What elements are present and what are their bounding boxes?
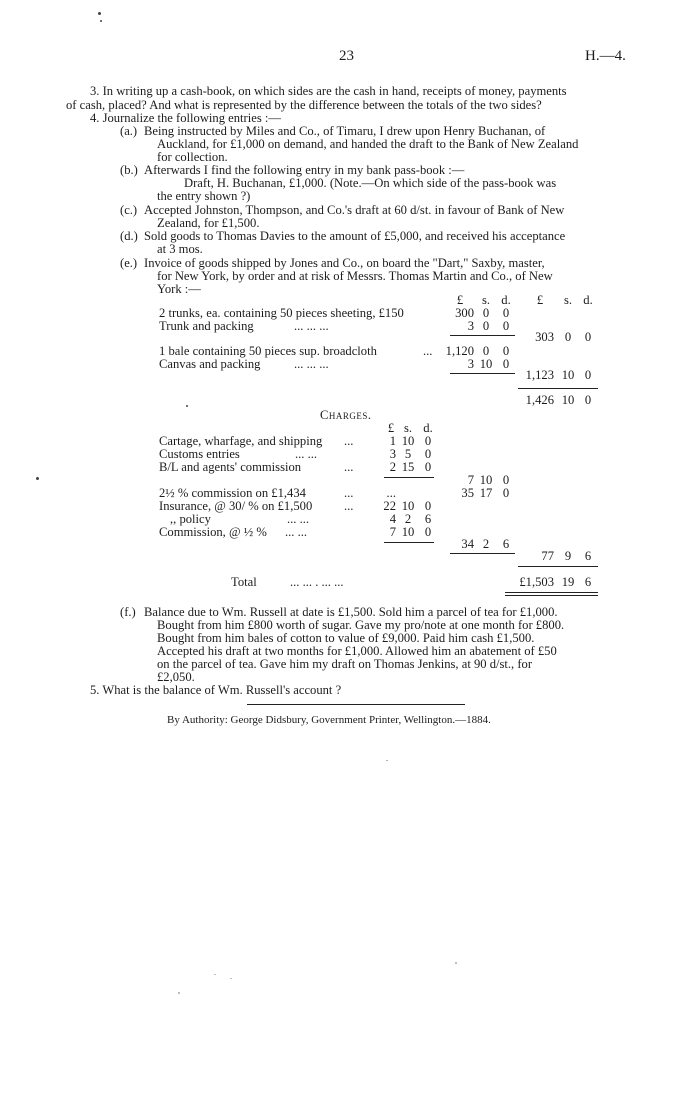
- qf-line2: Bought from him £800 worth of sugar. Gave my pro/note at one month for £800.: [157, 618, 565, 632]
- qf-line4: Accepted his draft at two months for £1,000. Allowed him an abatement of £50: [157, 644, 557, 658]
- leader-dots: ...: [423, 344, 433, 358]
- charge-pounds: 2: [389, 460, 396, 474]
- invoice-row-shillings: 10: [479, 357, 493, 371]
- goods-total-pounds: 1,426: [525, 393, 554, 407]
- invoice-row-pounds: 3: [467, 319, 474, 333]
- subtotal-pence: 0: [584, 330, 592, 344]
- invoice-row-pounds: 3: [467, 357, 474, 371]
- print-speck: [386, 760, 388, 761]
- qf-line6: £2,050.: [157, 670, 195, 684]
- q4e-line3: York :—: [157, 282, 201, 296]
- col2-pence-head: d.: [583, 293, 593, 307]
- print-speck: [230, 978, 232, 979]
- q4b-line3: the entry shown ?): [157, 189, 251, 203]
- charge-pounds: ...: [386, 486, 396, 500]
- q4b-line1: Afterwards I find the following entry in my bank pass-book :—: [144, 163, 465, 177]
- charges-total-pounds: 77: [541, 549, 554, 563]
- col1-pound-head: £: [456, 293, 464, 307]
- footer-rule: [247, 704, 465, 705]
- invoice-row-shillings: 0: [482, 319, 490, 333]
- print-speck: [36, 477, 39, 480]
- charges-sub-pounds: 35: [461, 486, 474, 500]
- print-speck: [186, 405, 188, 407]
- charge-label: ,, policy: [170, 512, 211, 526]
- charges-total-pence: 6: [584, 549, 592, 563]
- sum-rule: [518, 566, 598, 567]
- q4e-label: (e.): [120, 256, 138, 270]
- invoice-row-pence: 0: [502, 306, 510, 320]
- sum-rule: [450, 373, 515, 374]
- total-label: Total: [231, 575, 257, 589]
- charge-label: 2½ % commission on £1,434: [159, 486, 306, 500]
- double-rule: [505, 592, 598, 593]
- charge-pounds: 7: [389, 525, 396, 539]
- q4d-line2: at 3 mos.: [157, 242, 203, 256]
- q4a-line3: for collection.: [157, 150, 228, 164]
- q4b-line2: Draft, H. Buchanan, £1,000. (Note.—On which side of the pass-book was: [184, 176, 557, 190]
- q3-line1: 3. In writing up a cash-book, on which sides are the cash in hand, receipts of money, payments: [90, 84, 567, 98]
- print-speck: [178, 992, 180, 994]
- sum-rule: [518, 388, 598, 389]
- q4c-line1: Accepted Johnston, Thompson, and Co.'s draft at 60 d/st. in favour of Bank of New: [144, 203, 565, 217]
- leader-dots: ... ...: [287, 512, 310, 526]
- leader-dots: ...: [344, 434, 354, 448]
- col1-pence-head: d.: [501, 293, 511, 307]
- col1-shilling-head: s.: [481, 293, 491, 307]
- q4d-line1: Sold goods to Thomas Davies to the amount of £5,000, and received his acceptance: [144, 229, 566, 243]
- qf-line1: Balance due to Wm. Russell at date is £1,500. Sold him a parcel of tea for £1,000.: [144, 605, 558, 619]
- leader-dots: ... ... . ... ...: [290, 575, 344, 589]
- charges-sub-shillings: 2: [482, 537, 490, 551]
- charges-sub-shillings: 10: [479, 473, 493, 487]
- sum-rule: [450, 335, 515, 336]
- charges-sub-pence: 0: [502, 473, 510, 487]
- charge-shillings: 10: [401, 525, 415, 539]
- leader-dots: ... ...: [285, 525, 308, 539]
- subtotal-pence: 0: [584, 368, 592, 382]
- charge-label: B/L and agents' commission: [159, 460, 302, 474]
- q5: 5. What is the balance of Wm. Russell's account ?: [90, 683, 342, 697]
- sum-rule: [450, 553, 515, 554]
- grand-total-shillings: 19: [561, 575, 575, 589]
- charge-pounds: 4: [389, 512, 396, 526]
- invoice-row-pence: 0: [502, 357, 510, 371]
- grand-total-pence: 6: [584, 575, 592, 589]
- charge-label: Insurance, @ 30/ % on £1,500: [159, 499, 313, 513]
- invoice-row-shillings: 0: [482, 344, 490, 358]
- q4d-label: (d.): [120, 229, 138, 243]
- leader-dots: ... ...: [295, 447, 318, 461]
- charges-sub-pence: 6: [502, 537, 510, 551]
- invoice-row-shillings: 0: [482, 306, 490, 320]
- charge-shillings: 5: [404, 447, 412, 461]
- q4e-line2: for New York, by order and at risk of Messrs. Thomas Martin and Co., of New: [157, 269, 553, 283]
- invoice-row-pounds: 300: [455, 306, 474, 320]
- q4b-label: (b.): [120, 163, 138, 177]
- col2-shilling-head: s.: [563, 293, 573, 307]
- print-speck: [98, 12, 101, 15]
- charge-label: Commission, @ ½ %: [159, 525, 267, 539]
- charges-sub-pounds: 7: [467, 473, 474, 487]
- qf-label: (f.): [120, 605, 136, 619]
- invoice-row-pence: 0: [502, 344, 510, 358]
- leader-dots: ...: [344, 486, 354, 500]
- charge-pence: 6: [424, 512, 432, 526]
- charge-pence: 0: [424, 460, 432, 474]
- charge-pounds: 1: [389, 434, 396, 448]
- col0-pence-head: d.: [423, 421, 433, 435]
- charge-pence: 0: [424, 499, 432, 513]
- charge-pence: 0: [424, 525, 432, 539]
- q4a-line2: Auckland, for £1,000 on demand, and handed the draft to the Bank of New Zealand: [157, 137, 579, 151]
- charge-shillings: 15: [401, 460, 415, 474]
- subtotal-pounds: 1,123: [525, 368, 554, 382]
- q4-intro: 4. Journalize the following entries :—: [90, 111, 281, 125]
- charges-heading: Charges.: [320, 408, 372, 422]
- q4a-line1: Being instructed by Miles and Co., of Timaru, I drew upon Henry Buchanan, of: [144, 124, 546, 138]
- double-rule: [505, 595, 598, 596]
- qf-line5: on the parcel of tea. Gave him my draft on Thomas Jenkins, at 90 d/st., for: [157, 657, 533, 671]
- leader-dots: ... ... ...: [294, 357, 329, 371]
- charge-shillings: 10: [401, 499, 415, 513]
- col2-pound-head: £: [536, 293, 544, 307]
- charges-sub-shillings: 17: [479, 486, 493, 500]
- q4e-line1: Invoice of goods shipped by Jones and Co., on board the "Dart," Saxby, master,: [144, 256, 545, 270]
- invoice-row-pence: 0: [502, 319, 510, 333]
- qf-line3: Bought from him bales of cotton to value of £9,000. Paid him cash £1,500.: [157, 631, 535, 645]
- print-speck: [214, 974, 216, 975]
- printer-imprint: By Authority: George Didsbury, Government Printer, Wellington.—1884.: [167, 714, 491, 726]
- charges-total-shillings: 9: [564, 549, 572, 563]
- grand-total-pounds: £1,503: [519, 575, 554, 589]
- invoice-row-pounds: 1,120: [445, 344, 474, 358]
- q4c-label: (c.): [120, 203, 138, 217]
- invoice-row-label: Canvas and packing: [159, 357, 261, 371]
- charge-label: Cartage, wharfage, and shipping: [159, 434, 323, 448]
- print-speck: [455, 962, 457, 964]
- charge-pounds: 22: [383, 499, 396, 513]
- charge-label: Customs entries: [159, 447, 240, 461]
- invoice-row-label: Trunk and packing: [159, 319, 254, 333]
- q4c-line2: Zealand, for £1,500.: [157, 216, 260, 230]
- q4a-label: (a.): [120, 124, 138, 138]
- sum-rule: [384, 477, 434, 478]
- series-code: H.—4.: [585, 48, 626, 64]
- charges-sub-pence: 0: [502, 486, 510, 500]
- col0-shilling-head: s.: [403, 421, 413, 435]
- subtotal-shillings: 10: [561, 368, 575, 382]
- charge-shillings: 2: [404, 512, 412, 526]
- charge-shillings: 10: [401, 434, 415, 448]
- page-number: 23: [339, 48, 354, 64]
- invoice-row-label: 2 trunks, ea. containing 50 pieces sheeting, £150: [159, 306, 404, 320]
- sum-rule: [384, 542, 434, 543]
- q3-line2: of cash, placed? And what is represented by the difference between the totals of the two sides?: [66, 98, 542, 112]
- charge-pence: 0: [424, 447, 432, 461]
- invoice-row-label: 1 bale containing 50 pieces sup. broadcloth: [159, 344, 377, 358]
- charge-pounds: 3: [389, 447, 396, 461]
- goods-total-pence: 0: [584, 393, 592, 407]
- print-speck: [100, 20, 102, 22]
- charges-sub-pounds: 34: [461, 537, 474, 551]
- col0-pound-head: £: [387, 421, 395, 435]
- leader-dots: ... ... ...: [294, 319, 329, 333]
- charge-pence: 0: [424, 434, 432, 448]
- goods-total-shillings: 10: [561, 393, 575, 407]
- leader-dots: ...: [344, 499, 354, 513]
- subtotal-shillings: 0: [564, 330, 572, 344]
- leader-dots: ...: [344, 460, 354, 474]
- subtotal-pounds: 303: [535, 330, 554, 344]
